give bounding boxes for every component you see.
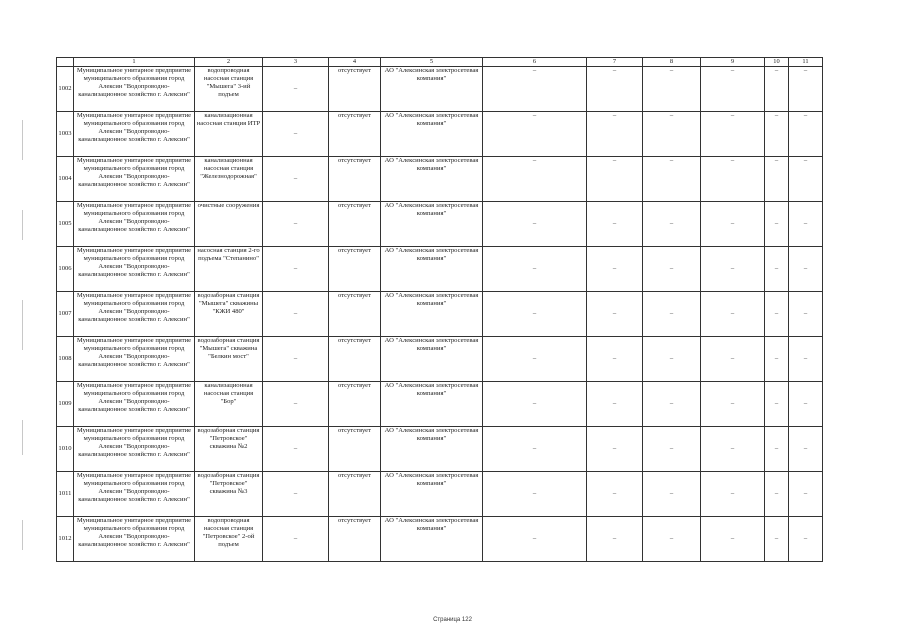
col3-cell: – (263, 382, 329, 427)
col10-cell: – (765, 382, 789, 427)
col9-cell: – (701, 517, 765, 562)
col9-cell: – (701, 157, 765, 202)
header-cell: 9 (701, 58, 765, 67)
col6-cell: – (483, 112, 587, 157)
supplier-cell: АО "Алексинская электросетевая компания" (381, 247, 483, 292)
col10-cell: – (765, 427, 789, 472)
organization-cell: Муниципальное унитарное предприятие муниципального образования город Алексин "Водопроводно-канализационное хозяйство г. Алексин" (74, 427, 195, 472)
col8-cell: – (643, 112, 701, 157)
organization-cell: Муниципальное унитарное предприятие муниципального образования город Алексин "Водопроводно-канализационное хозяйство г. Алексин" (74, 292, 195, 337)
binder-marks (22, 0, 26, 640)
col9-cell: – (701, 382, 765, 427)
col6-cell: – (483, 202, 587, 247)
col8-cell: – (643, 472, 701, 517)
header-cell: 10 (765, 58, 789, 67)
table-row (57, 427, 823, 472)
col6-cell: – (483, 67, 587, 112)
col3-cell: – (263, 337, 329, 382)
header-cell: 2 (195, 58, 263, 67)
col10-cell: – (765, 292, 789, 337)
header-cell: 1 (74, 58, 195, 67)
col10-cell: – (765, 202, 789, 247)
col11-cell: – (789, 247, 823, 292)
col6-cell: – (483, 247, 587, 292)
header-cell: 3 (263, 58, 329, 67)
col9-cell: – (701, 472, 765, 517)
col10-cell: – (765, 247, 789, 292)
table-row (57, 472, 823, 517)
row-number: 1004 (57, 157, 74, 202)
col4-cell: отсутствует (329, 202, 381, 247)
col8-cell: – (643, 292, 701, 337)
col4-cell: отсутствует (329, 292, 381, 337)
organization-cell: Муниципальное унитарное предприятие муниципального образования город Алексин "Водопроводно-канализационное хозяйство г. Алексин" (74, 517, 195, 562)
object-cell: насосная станция 2-го подъема "Степанино" (195, 247, 263, 292)
organization-cell: Муниципальное унитарное предприятие муниципального образования город Алексин "Водопроводно-канализационное хозяйство г. Алексин" (74, 67, 195, 112)
col4-cell: отсутствует (329, 517, 381, 562)
col7-cell: – (587, 157, 643, 202)
register-table (56, 57, 823, 562)
row-number: 1008 (57, 337, 74, 382)
col10-cell: – (765, 157, 789, 202)
object-cell: водозаборная станция "Петровское" скважина №2 (195, 427, 263, 472)
col11-cell: – (789, 472, 823, 517)
table-row (57, 292, 823, 337)
header-cell: 11 (789, 58, 823, 67)
table-row (57, 202, 823, 247)
supplier-cell: АО "Алексинская электросетевая компания" (381, 157, 483, 202)
object-cell: очистные сооружения (195, 202, 263, 247)
organization-cell: Муниципальное унитарное предприятие муниципального образования город Алексин "Водопроводно-канализационное хозяйство г. Алексин" (74, 202, 195, 247)
col7-cell: – (587, 337, 643, 382)
row-number: 1010 (57, 427, 74, 472)
supplier-cell: АО "Алексинская электросетевая компания" (381, 472, 483, 517)
col4-cell: отсутствует (329, 67, 381, 112)
col8-cell: – (643, 247, 701, 292)
col8-cell: – (643, 157, 701, 202)
col7-cell: – (587, 67, 643, 112)
col7-cell: – (587, 112, 643, 157)
object-cell: водопроводная насосная станция "Петровское" 2-ой подъем (195, 517, 263, 562)
col4-cell: отсутствует (329, 112, 381, 157)
table-row (57, 112, 823, 157)
col4-cell: отсутствует (329, 382, 381, 427)
row-number: 1009 (57, 382, 74, 427)
col3-cell: – (263, 517, 329, 562)
object-cell: водозаборная станция "Мышега" скважина "Белкин мост" (195, 337, 263, 382)
col7-cell: – (587, 517, 643, 562)
row-number: 1006 (57, 247, 74, 292)
col8-cell: – (643, 67, 701, 112)
supplier-cell: АО "Алексинская электросетевая компания" (381, 337, 483, 382)
row-number: 1007 (57, 292, 74, 337)
header-cell: 8 (643, 58, 701, 67)
object-cell: водопроводная насосная станция "Мышега" 3-ий подъем (195, 67, 263, 112)
supplier-cell: АО "Алексинская электросетевая компания" (381, 427, 483, 472)
row-number: 1005 (57, 202, 74, 247)
col6-cell: – (483, 472, 587, 517)
table-row (57, 247, 823, 292)
table-row (57, 157, 823, 202)
col10-cell: – (765, 337, 789, 382)
supplier-cell: АО "Алексинская электросетевая компания" (381, 292, 483, 337)
col9-cell: – (701, 292, 765, 337)
col10-cell: – (765, 112, 789, 157)
col11-cell: – (789, 112, 823, 157)
col3-cell: – (263, 292, 329, 337)
col10-cell: – (765, 67, 789, 112)
header-row (57, 58, 823, 67)
col8-cell: – (643, 337, 701, 382)
object-cell: канализационная насосная станция "Бор" (195, 382, 263, 427)
col4-cell: отсутствует (329, 157, 381, 202)
col11-cell: – (789, 157, 823, 202)
header-cell: 4 (329, 58, 381, 67)
col6-cell: – (483, 292, 587, 337)
col3-cell: – (263, 427, 329, 472)
col9-cell: – (701, 337, 765, 382)
header-cell (57, 58, 74, 67)
col9-cell: – (701, 247, 765, 292)
object-cell: водозаборная станция "Петровское" скважина №3 (195, 472, 263, 517)
page-number: Страница 122 (433, 617, 472, 623)
col9-cell: – (701, 202, 765, 247)
col3-cell: – (263, 67, 329, 112)
col3-cell: – (263, 157, 329, 202)
table-row (57, 337, 823, 382)
col8-cell: – (643, 382, 701, 427)
col8-cell: – (643, 427, 701, 472)
row-number: 1003 (57, 112, 74, 157)
col3-cell: – (263, 472, 329, 517)
col7-cell: – (587, 247, 643, 292)
table-row (57, 382, 823, 427)
supplier-cell: АО "Алексинская электросетевая компания" (381, 517, 483, 562)
organization-cell: Муниципальное унитарное предприятие муниципального образования город Алексин "Водопроводно-канализационное хозяйство г. Алексин" (74, 472, 195, 517)
col6-cell: – (483, 427, 587, 472)
col6-cell: – (483, 157, 587, 202)
row-number: 1012 (57, 517, 74, 562)
col11-cell: – (789, 517, 823, 562)
table-row (57, 67, 823, 112)
organization-cell: Муниципальное унитарное предприятие муниципального образования город Алексин "Водопроводно-канализационное хозяйство г. Алексин" (74, 382, 195, 427)
col3-cell: – (263, 247, 329, 292)
col3-cell: – (263, 202, 329, 247)
col4-cell: отсутствует (329, 427, 381, 472)
object-cell: канализационная насосная станция "Железнодорожная" (195, 157, 263, 202)
organization-cell: Муниципальное унитарное предприятие муниципального образования город Алексин "Водопроводно-канализационное хозяйство г. Алексин" (74, 247, 195, 292)
col11-cell: – (789, 292, 823, 337)
col4-cell: отсутствует (329, 472, 381, 517)
row-number: 1011 (57, 472, 74, 517)
col7-cell: – (587, 427, 643, 472)
col9-cell: – (701, 427, 765, 472)
organization-cell: Муниципальное унитарное предприятие муниципального образования город Алексин "Водопроводно-канализационное хозяйство г. Алексин" (74, 112, 195, 157)
supplier-cell: АО "Алексинская электросетевая компания" (381, 112, 483, 157)
col6-cell: – (483, 337, 587, 382)
col3-cell: – (263, 112, 329, 157)
table-row (57, 517, 823, 562)
col11-cell: – (789, 202, 823, 247)
col7-cell: – (587, 472, 643, 517)
col11-cell: – (789, 67, 823, 112)
col6-cell: – (483, 382, 587, 427)
col9-cell: – (701, 112, 765, 157)
organization-cell: Муниципальное унитарное предприятие муниципального образования город Алексин "Водопроводно-канализационное хозяйство г. Алексин" (74, 337, 195, 382)
col11-cell: – (789, 337, 823, 382)
supplier-cell: АО "Алексинская электросетевая компания" (381, 202, 483, 247)
col10-cell: – (765, 517, 789, 562)
col4-cell: отсутствует (329, 337, 381, 382)
header-cell: 7 (587, 58, 643, 67)
object-cell: водозаборная станция "Мышега" скважины "КЖИ 480" (195, 292, 263, 337)
col8-cell: – (643, 202, 701, 247)
col10-cell: – (765, 472, 789, 517)
col7-cell: – (587, 292, 643, 337)
header-cell: 5 (381, 58, 483, 67)
organization-cell: Муниципальное унитарное предприятие муниципального образования город Алексин "Водопроводно-канализационное хозяйство г. Алексин" (74, 157, 195, 202)
col11-cell: – (789, 382, 823, 427)
object-cell: канализационная насосная станция ИТР (195, 112, 263, 157)
col11-cell: – (789, 427, 823, 472)
row-number: 1002 (57, 67, 74, 112)
col7-cell: – (587, 382, 643, 427)
header-cell: 6 (483, 58, 587, 67)
col9-cell: – (701, 67, 765, 112)
supplier-cell: АО "Алексинская электросетевая компания" (381, 67, 483, 112)
supplier-cell: АО "Алексинская электросетевая компания" (381, 382, 483, 427)
col6-cell: – (483, 517, 587, 562)
col4-cell: отсутствует (329, 247, 381, 292)
col7-cell: – (587, 202, 643, 247)
col8-cell: – (643, 517, 701, 562)
